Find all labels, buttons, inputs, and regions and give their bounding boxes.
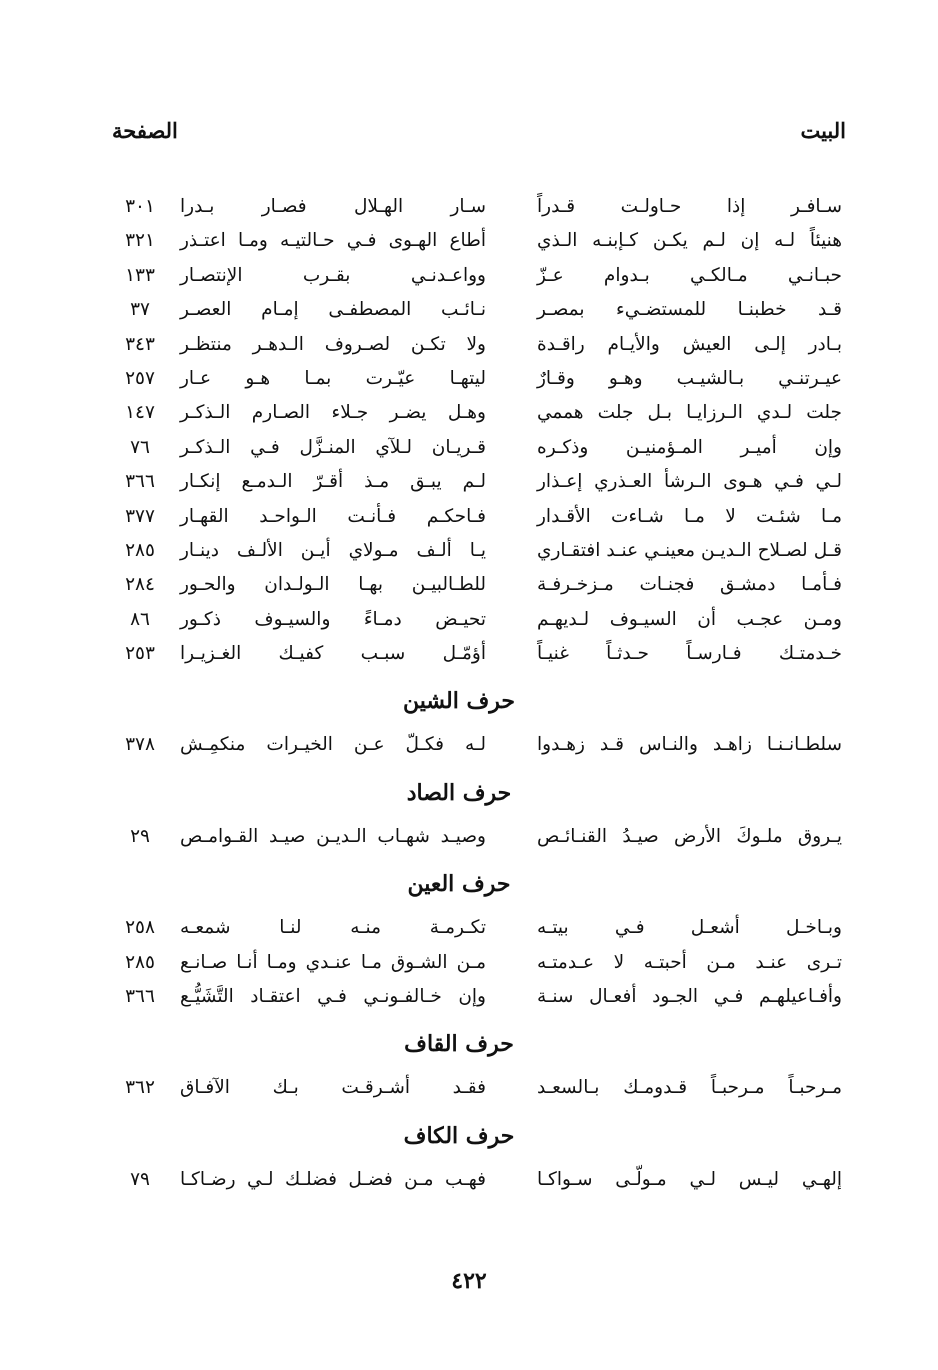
first-hemistich: مـرحبـاً مـرحبـاً قـدومـك بـالسعـد xyxy=(537,1077,842,1099)
verse-row xyxy=(0,328,938,362)
page-ref: ٢٩ xyxy=(130,825,150,847)
verse-row xyxy=(0,190,938,224)
second-hemistich: وهـل يضـر جـلاء الصـارم الـذكـر xyxy=(180,402,486,424)
section-title: حرف الصاد xyxy=(406,779,512,806)
second-hemistich: تحيـض دمـاءً والسيـوف ذكـور xyxy=(180,608,486,630)
page-ref: ٢٥٨ xyxy=(125,917,155,939)
first-hemistich: حبـانـي مـالكـي بـدوام عـزّ xyxy=(537,264,842,286)
verse-row xyxy=(0,534,938,568)
second-hemistich: أؤمّـل سبـب كفيـك الغـزيـرا xyxy=(180,643,486,665)
second-hemistich: لـم يبـق مـذ أقـرّ الـدمـع إنكـار xyxy=(180,471,486,493)
first-hemistich: وإن أميـر المـؤمنيـن وذكـره xyxy=(537,436,842,458)
section-title: حرف الكاف xyxy=(403,1122,515,1149)
verse-row xyxy=(0,820,938,854)
first-hemistich: وبـاخـل أشعـل فـي بيتـه xyxy=(537,917,842,939)
second-hemistich: يـا ألـف مـولاي أيـن الألـف دينـار xyxy=(180,539,486,561)
verse-row xyxy=(0,1163,938,1197)
second-hemistich: وإن خـالفـونـي فـي اعتقـاد التَّشَيُّـع xyxy=(180,986,486,1008)
page-ref: ١٣٣ xyxy=(125,264,155,286)
second-hemistich: ولا تكـن لصـروف الـدهـر منتظـر xyxy=(180,333,486,355)
first-hemistich: هنيئاً لـه إن لـم يكـن كـإبنـه الـذي xyxy=(537,230,842,252)
page-ref: ٨٦ xyxy=(130,608,150,630)
verse-row xyxy=(0,362,938,396)
page-ref: ٣٧٧ xyxy=(125,505,155,527)
first-hemistich: فـأمـا دمشـق فجنـات مـزخـرفـة xyxy=(537,574,842,596)
first-hemistich: قـد خطبنـا للمستضـيء بمصـر xyxy=(537,299,842,321)
verse-row xyxy=(0,431,938,465)
second-hemistich: فـاحكـم فـأنـت الـواحـد القهـار xyxy=(180,505,486,527)
first-hemistich: سلطـانـنـا زاهـد والنـاس قـد زهـدوا xyxy=(537,734,842,756)
verse-row xyxy=(0,603,938,637)
verse-row xyxy=(0,946,938,980)
page-column-header: الصفحة xyxy=(112,118,178,143)
section-title: حرف القاف xyxy=(404,1031,514,1058)
verse-column-header: البيت xyxy=(800,118,846,143)
second-hemistich: قـريـان لـلآي المنـزَّل فـي الـذكـر xyxy=(180,436,486,458)
first-hemistich: وأفـاعيلهـم فـي الجـود أفعـال سنـة xyxy=(537,986,842,1008)
verse-row xyxy=(0,293,938,327)
first-hemistich: خـدمتـك فـارسـاً حـدثـاً غنيـاً xyxy=(537,643,842,665)
first-hemistich: إلهـي ليـس لـي مـولّـى سـواكـا xyxy=(537,1168,842,1190)
page-ref: ٣٦٦ xyxy=(125,471,155,493)
second-hemistich: مـن الشـوق مـا عنـدي ومـا أنـا صـانـع xyxy=(180,951,486,973)
section-title: حرف العين xyxy=(407,871,511,898)
first-hemistich: تـرى عنـد مـن أحبتـه لا عـدمتـه xyxy=(537,951,842,973)
verse-row xyxy=(0,637,938,671)
page-ref: ٣٧٨ xyxy=(125,734,155,756)
verse-row xyxy=(0,500,938,534)
verse-row xyxy=(0,980,938,1014)
page-number: ٤٢٢ xyxy=(451,1268,487,1294)
first-hemistich: مـا شئـت لا مـا شـاءت الأقـدار xyxy=(537,505,842,527)
second-hemistich: نـائـب المصطفـى إمـام العصـر xyxy=(180,299,486,321)
second-hemistich: للطـالبيـن بهـا الـولـدان والحـور xyxy=(180,574,486,596)
page-ref: ٣٦٦ xyxy=(125,986,155,1008)
page-ref: ٣٢١ xyxy=(125,230,155,252)
page-ref: ٣٠١ xyxy=(125,196,155,217)
second-hemistich: سـار الهـلال فصـار بـدرا xyxy=(180,196,486,217)
verse-row xyxy=(0,224,938,258)
verse-row xyxy=(0,396,938,430)
second-hemistich: وواعـدنـي بقـرب الإنتصـار xyxy=(180,264,486,286)
second-hemistich: تكـرمـة منـه لنـا شمعـه xyxy=(180,917,486,939)
page-ref: ٣٧ xyxy=(130,299,150,321)
verse-row xyxy=(0,911,938,945)
first-hemistich: بـادر إلـى العيش والأيـام راقـدة xyxy=(537,333,842,355)
verse-row xyxy=(0,465,938,499)
verse-row xyxy=(0,728,938,762)
first-hemistich: يـروق ملـوكَ الأرض صيـدُ القنـائـص xyxy=(537,825,842,847)
second-hemistich: فهـب مـن فضـل فضلـك لـي رضـاكـا xyxy=(180,1168,486,1190)
page-ref: ٣٦٢ xyxy=(125,1077,155,1099)
second-hemistich: وصيـد شهـاب الـديـن صيـد القـوامـص xyxy=(180,825,486,847)
second-hemistich: فقـد أشـرقـت بـك الآفـاق xyxy=(180,1077,486,1099)
page-ref: ٢٨٤ xyxy=(125,574,155,596)
page-ref: ١٤٧ xyxy=(125,402,155,424)
second-hemistich: لـه فكـلّ عـن الخيـرات منكمِـش xyxy=(180,734,486,756)
page-ref: ٢٨٥ xyxy=(125,539,155,561)
verse-index xyxy=(0,190,938,1197)
first-hemistich: ومـن عجـب أن السيـوف لـديهـم xyxy=(537,608,842,630)
page-ref: ٢٥٣ xyxy=(125,643,155,665)
page-ref: ٧٦ xyxy=(130,436,150,458)
second-hemistich: ليتهـا عيّـرت بمـا هـو عـار xyxy=(180,367,486,389)
page-ref: ٧٩ xyxy=(130,1168,150,1190)
first-hemistich: لـي فـي هـوى الـرشأ العـذري إعـذار xyxy=(537,471,842,493)
first-hemistich: قـل لصـلاح الـديـن معينـي عنـد افتقـاري xyxy=(537,539,842,561)
verse-row xyxy=(0,1071,938,1105)
page-ref: ٣٤٣ xyxy=(125,333,155,355)
section-title: حرف الشين xyxy=(402,688,516,715)
first-hemistich: عيـرتنـي بـالشيـب وهـو وقـارٌ xyxy=(537,367,842,389)
first-hemistich: سـافـر إذا حـاولـت قـدراً xyxy=(537,196,842,217)
page-ref: ٢٨٥ xyxy=(125,951,155,973)
page-ref: ٢٥٧ xyxy=(125,367,155,389)
second-hemistich: أطاع الهـوى فـي حـالتيـه ومـا اعتـذر xyxy=(180,230,486,252)
first-hemistich: جلت لـدي الـرزايـا بـل جلت هممي xyxy=(537,402,842,424)
verse-row xyxy=(0,568,938,602)
verse-row xyxy=(0,259,938,293)
